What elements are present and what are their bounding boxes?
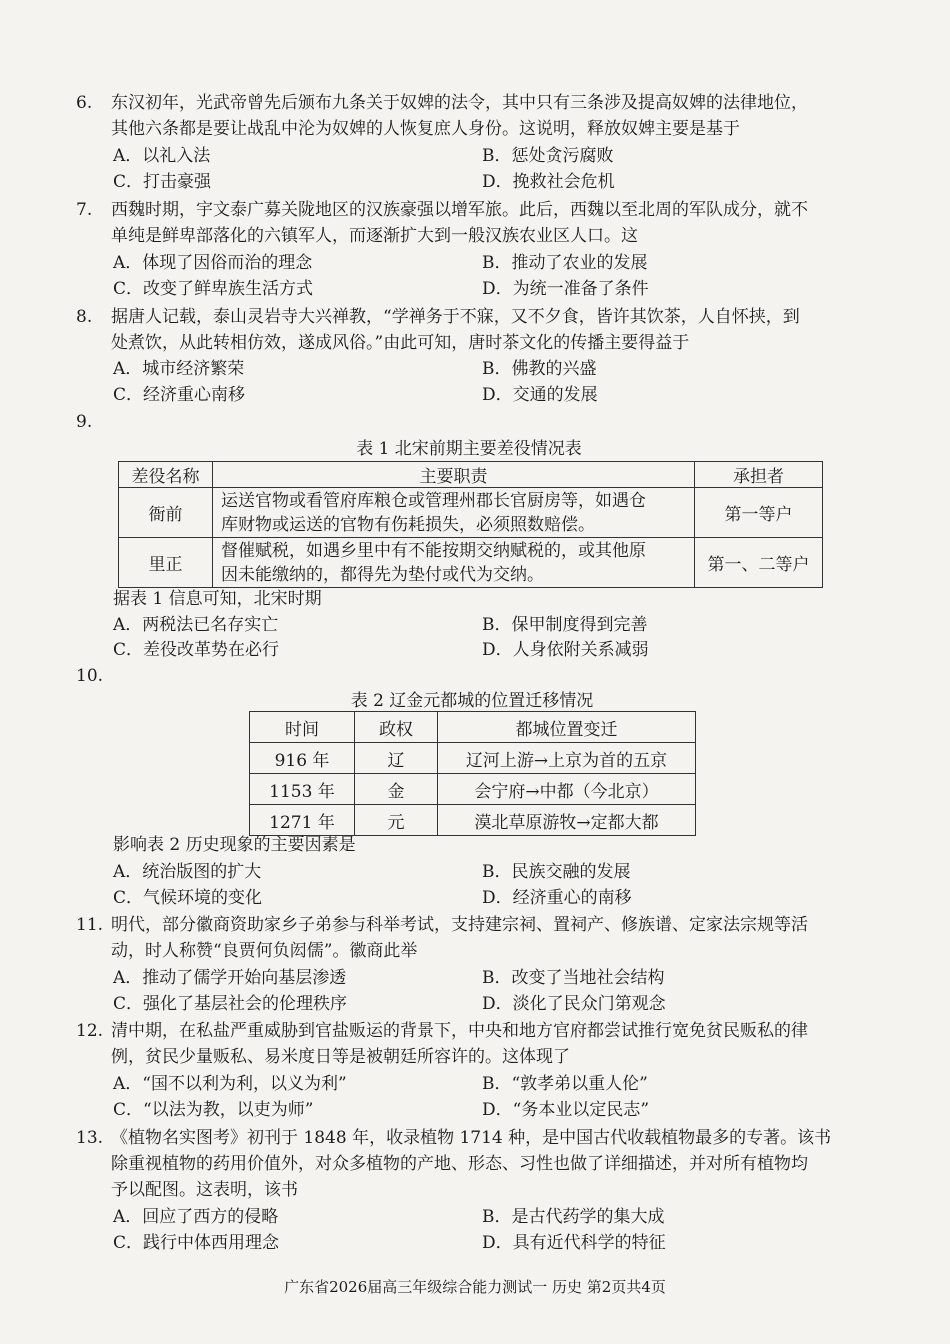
- question-text: 其他六条都是要让战乱中沦为奴婢的人恢复庶人身份。这说明，释放奴婢主要是基于: [111, 119, 740, 139]
- table-header: 时间: [250, 712, 355, 743]
- option-d: D．交通的发展: [482, 385, 598, 405]
- option-b: B．“敦孝弟以重人伦”: [482, 1074, 648, 1094]
- option-d: D．淡化了民众门第观念: [482, 994, 666, 1014]
- option-b: B．保甲制度得到完善: [482, 615, 648, 635]
- option-d: D．“务本业以定民志”: [482, 1100, 650, 1120]
- option-c: C．践行中体西用理念: [113, 1233, 280, 1253]
- question-text: 清中期，在私盐严重威胁到官盐贩运的背景下，中央和地方官府都尝试推行宽免贫民贩私的律: [111, 1021, 808, 1041]
- table-cell: 辽: [355, 743, 438, 774]
- table-row: [250, 805, 696, 836]
- option-c: C．经济重心南移: [113, 385, 246, 405]
- table-cell: 1153 年: [250, 774, 355, 805]
- question-text: 据表 1 信息可知，北宋时期: [113, 589, 322, 609]
- question-number: 8.: [76, 307, 93, 327]
- table-row: [119, 538, 823, 588]
- option-c: C．气候环境的变化: [113, 888, 263, 908]
- option-c: C．强化了基层社会的伦理秩序: [113, 994, 348, 1014]
- question-text: 《植物名实图考》初刊于 1848 年，收录植物 1714 种，是中国古代收载植物最多的专著。该书: [111, 1128, 832, 1148]
- table-cell: 第一、二等户: [695, 538, 823, 588]
- question-number: 13.: [76, 1128, 104, 1148]
- table-header: 政权: [355, 712, 438, 743]
- question-text: 予以配图。这表明，该书: [111, 1180, 298, 1200]
- option-d: D．具有近代科学的特征: [482, 1233, 666, 1253]
- table-row: [250, 743, 696, 774]
- question-text: 动，时人称赞“良贾何负闳儒”。徽商此举: [111, 941, 418, 961]
- table-cell: [213, 488, 695, 538]
- option-a: A．城市经济繁荣: [113, 359, 245, 379]
- table-cell: 里正: [119, 538, 213, 588]
- option-b: B．改变了当地社会结构: [482, 968, 665, 988]
- table-cell: [213, 538, 695, 588]
- option-a: A．统治版图的扩大: [113, 862, 262, 882]
- option-a: A．推动了儒学开始向基层渗透: [113, 968, 347, 988]
- question-text: 明代，部分徽商资助家乡子弟参与科举考试，支持建宗祠、置祠产、修族谱、定家法宗规等活: [111, 915, 808, 935]
- option-d: D．挽救社会危机: [482, 172, 615, 192]
- duty-line: 库财物或运送的官物有伤耗损失，必须照数赔偿。: [221, 514, 595, 535]
- table1: [118, 461, 823, 588]
- option-c: C．“以法为教，以吏为师”: [113, 1100, 314, 1120]
- question-number: 7.: [76, 200, 93, 220]
- option-d: D．人身依附关系减弱: [482, 640, 649, 660]
- question-text: 西魏时期，宇文泰广募关陇地区的汉族豪强以增军旅。此后，西魏以至北周的军队成分，就不: [111, 200, 808, 220]
- option-b: B．推动了农业的发展: [482, 253, 648, 273]
- table-cell: 会宁府→中都（今北京）: [438, 774, 696, 805]
- question-number: 11.: [76, 915, 104, 935]
- question-text: 除重视植物的药用价值外，对众多植物的产地、形态、习性也做了详细描述，并对所有植物均: [111, 1154, 808, 1174]
- option-a: A．“国不以利为利，以义为利”: [113, 1074, 347, 1094]
- option-c: C．差役改革势在必行: [113, 640, 280, 660]
- table-cell: 衙前: [119, 488, 213, 538]
- table2-caption: 表 2 辽金元都城的位置迁移情况: [350, 691, 594, 711]
- table-header: 主要职责: [213, 462, 695, 488]
- duty-line: 因未能缴纳的，都得先为垫付或代为交纳。: [221, 564, 544, 585]
- question-text: 单纯是鲜卑部落化的六镇军人，而逐渐扩大到一般汉族农业区人口。这: [111, 226, 638, 246]
- table-header-row: [250, 712, 696, 743]
- question-number: 6.: [76, 93, 93, 113]
- table1-caption: 表 1 北宋前期主要差役情况表: [356, 439, 582, 459]
- table-header: 承担者: [695, 462, 823, 488]
- question-text: 例，贫民少量贩私、易米度日等是被朝廷所容许的。这体现了: [111, 1047, 570, 1067]
- table-cell: 元: [355, 805, 438, 836]
- table-header: 差役名称: [119, 462, 213, 488]
- option-b: B．惩处贪污腐败: [482, 146, 614, 166]
- option-c: C．打击豪强: [113, 172, 212, 192]
- option-d: D．为统一准备了条件: [482, 279, 649, 299]
- option-b: B．佛教的兴盛: [482, 359, 597, 379]
- table-cell: 916 年: [250, 743, 355, 774]
- table-header-row: [119, 462, 823, 488]
- table-cell: 1271 年: [250, 805, 355, 836]
- option-a: A．两税法已名存实亡: [113, 615, 279, 635]
- duty-line: 督催赋税，如遇乡里中有不能按期交纳赋税的，或其他原: [221, 540, 646, 561]
- table-cell: 辽河上游→上京为首的五京: [438, 743, 696, 774]
- table2: [249, 711, 696, 836]
- table-cell: 第一等户: [695, 488, 823, 538]
- table-cell: 金: [355, 774, 438, 805]
- table-cell: 漠北草原游牧→定都大都: [438, 805, 696, 836]
- option-c: C．改变了鲜卑族生活方式: [113, 279, 314, 299]
- table-row: [250, 774, 696, 805]
- option-a: A．回应了西方的侵略: [113, 1207, 279, 1227]
- option-b: B．民族交融的发展: [482, 862, 631, 882]
- table-row: [119, 488, 823, 538]
- question-number: 12.: [76, 1021, 104, 1041]
- question-number: 10.: [76, 666, 104, 686]
- option-b: B．是古代药学的集大成: [482, 1207, 665, 1227]
- option-a: A．体现了因俗而治的理念: [113, 253, 313, 273]
- question-text: 影响表 2 历史现象的主要因素是: [113, 835, 356, 855]
- question-number: 9.: [76, 412, 93, 432]
- question-text: 东汉初年，光武帝曾先后颁布九条关于奴婢的法令，其中只有三条涉及提高奴婢的法律地位，: [111, 93, 808, 113]
- option-a: A．以礼入法: [113, 146, 211, 166]
- duty-line: 运送官物或看管府库粮仓或管理州郡长官厨房等，如遇仓: [221, 490, 646, 511]
- option-d: D．经济重心的南移: [482, 888, 632, 908]
- question-text: 处煮饮，从此转相仿效，遂成风俗。”由此可知，唐时茶文化的传播主要得益于: [111, 333, 690, 353]
- table-header: 都城位置变迁: [438, 712, 696, 743]
- page-footer: 广东省2026届高三年级综合能力测试一 历史 第2页共4页: [284, 1278, 666, 1296]
- question-text: 据唐人记载，泰山灵岩寺大兴禅教，“学禅务于不寐，又不夕食，皆许其饮茶，人自怀挟，到: [111, 307, 800, 327]
